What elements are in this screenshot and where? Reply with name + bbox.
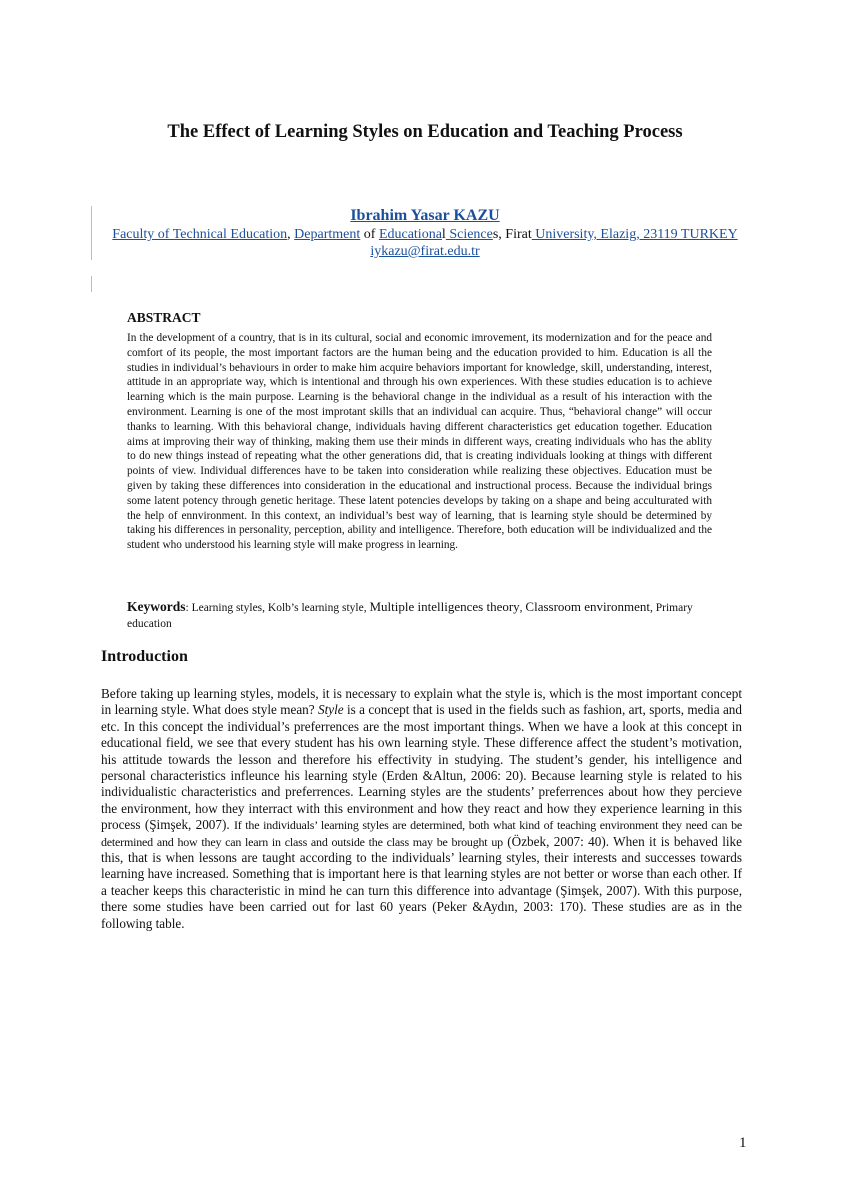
paragraph-text: If the individuals’ learning styles are determined, both what kind of teaching environment they need can be determined and how they can learn in class and outside the class may be brought up bbox=[101, 818, 742, 849]
paragraph-text: is a concept that is used in the fields such as fashion, art, sports, media and etc. In this concept the individual’s preferrences are the most important things. When we have a look at this concept in educational field, we see that every student has his own learning style. These difference affect the student’s motivation, his attitude towards the lesson and therefore his effectivity in studying. The student’s gender, his intelligence and personal characteristics infleunce his learning style (Erden &Altun, 2006: 20). Because learning style is related to his individualistic characteristics and preferrences. Learning styles are the students’ preferrences about how they percieve the environment, how they interract with this environment and how they react and how they experience learning in this process (Şimşek, 2007). bbox=[101, 702, 742, 833]
author-affiliation bbox=[0, 227, 850, 243]
faculty-link[interactable]: Faculty of Technical Education bbox=[112, 227, 288, 242]
paragraph-text: Before taking up learning styles, models, it is necessary to explain what the style is, which is the most important concept in learning style. What does style mean? bbox=[101, 686, 742, 718]
affiliation-text: l bbox=[441, 227, 446, 242]
keywords-text: , bbox=[519, 602, 526, 614]
science-link[interactable]: Science bbox=[445, 227, 493, 242]
keywords bbox=[127, 599, 717, 632]
abstract-text: In the development of a country, that is in its cultural, social and economic imrovement, its modernization and for the peace and comfort of its people, the most important factors are the human being and the education provided to him. Education is all the studies in individual’s behaviours in order to make him acquire behaviors important for knowledge, skill, understanding, interest, attitude in an appropriate way, which is intentional and through his own experiences. With these studies education is to achieve learning which is the main purpose. Learning is the behavioral change in the individual as a result of his interaction with the environment. Learning is one of the most improtant skills that an individual can acquire. Thus, “behavioral change” will occur thanks to learning. With this behavioral change, individuals having different characteristics get education together. Education aims at improving their way of thinking, making them use their minds in different ways, creating individuals who has the ablity to do new things instead of repeating what the other generations did, that is creating individuals looking at things with different points of view. Individual differences have to be taken into consideration while realizing these objectives. Education must be given by taking these differences into consideration in the educational and instructional process. Because the individual brings some latent potency through genetic heritage. These latent potencies develops by taking on a shape and being acculturated with the help of ennvironment. In this context, an individual’s best way of learning, that is learning style should be determined by taking his differences in personality, perception, ability and intelligence. Therefore, both education will be individualized and the student who understood his learning style will make progress in learning. bbox=[127, 332, 712, 552]
paragraph-text: (Özbek, 2007: 40). When it is behaved like this, that is when lessons are taught according to the individuals’ learning styles, their interests and successes towards learning have increased. Something that is important here is that learning styles are not better or worse than each other. If a teacher keeps this characteristic in mind he can turn this difference into advantage (Şimşek, 2007). With this purpose, there some studies have been carried out for last 60 years (Peker &Aydın, 2003: 170). These studies are as in the following table. bbox=[101, 833, 742, 931]
university-link[interactable]: University, Elazig, 23119 TURKEY bbox=[531, 227, 738, 242]
keywords-text: Learning styles, Kolb’s learning style, bbox=[191, 602, 370, 614]
author-email-link[interactable]: iykazu@firat.edu.tr bbox=[370, 244, 480, 259]
education-link[interactable]: Educationa bbox=[378, 227, 442, 242]
margin-bar bbox=[91, 276, 92, 292]
emphasis-text: Style bbox=[318, 702, 344, 718]
affiliation-text: , bbox=[287, 227, 295, 242]
affiliation-text: of bbox=[360, 227, 379, 242]
author-name[interactable]: Ibrahim Yasar KAZU bbox=[350, 207, 500, 224]
keywords-label: Keywords bbox=[127, 599, 186, 614]
keywords-text: , Primary education bbox=[127, 602, 693, 630]
keywords-text: : bbox=[185, 602, 192, 614]
abstract-heading: ABSTRACT bbox=[127, 310, 201, 325]
introduction-paragraph bbox=[101, 686, 742, 932]
affiliation-text: s, Firat bbox=[492, 227, 532, 242]
keywords-text: Multiple intelligences theory bbox=[369, 599, 520, 614]
author-email-line bbox=[0, 244, 850, 260]
keywords-text: Classroom environment bbox=[525, 599, 650, 614]
page-number: 1 bbox=[739, 1135, 747, 1151]
section-heading-introduction: Introduction bbox=[101, 648, 188, 665]
paper-title: The Effect of Learning Styles on Education and Teaching Process bbox=[167, 122, 683, 142]
department-link[interactable]: Department bbox=[294, 227, 361, 242]
